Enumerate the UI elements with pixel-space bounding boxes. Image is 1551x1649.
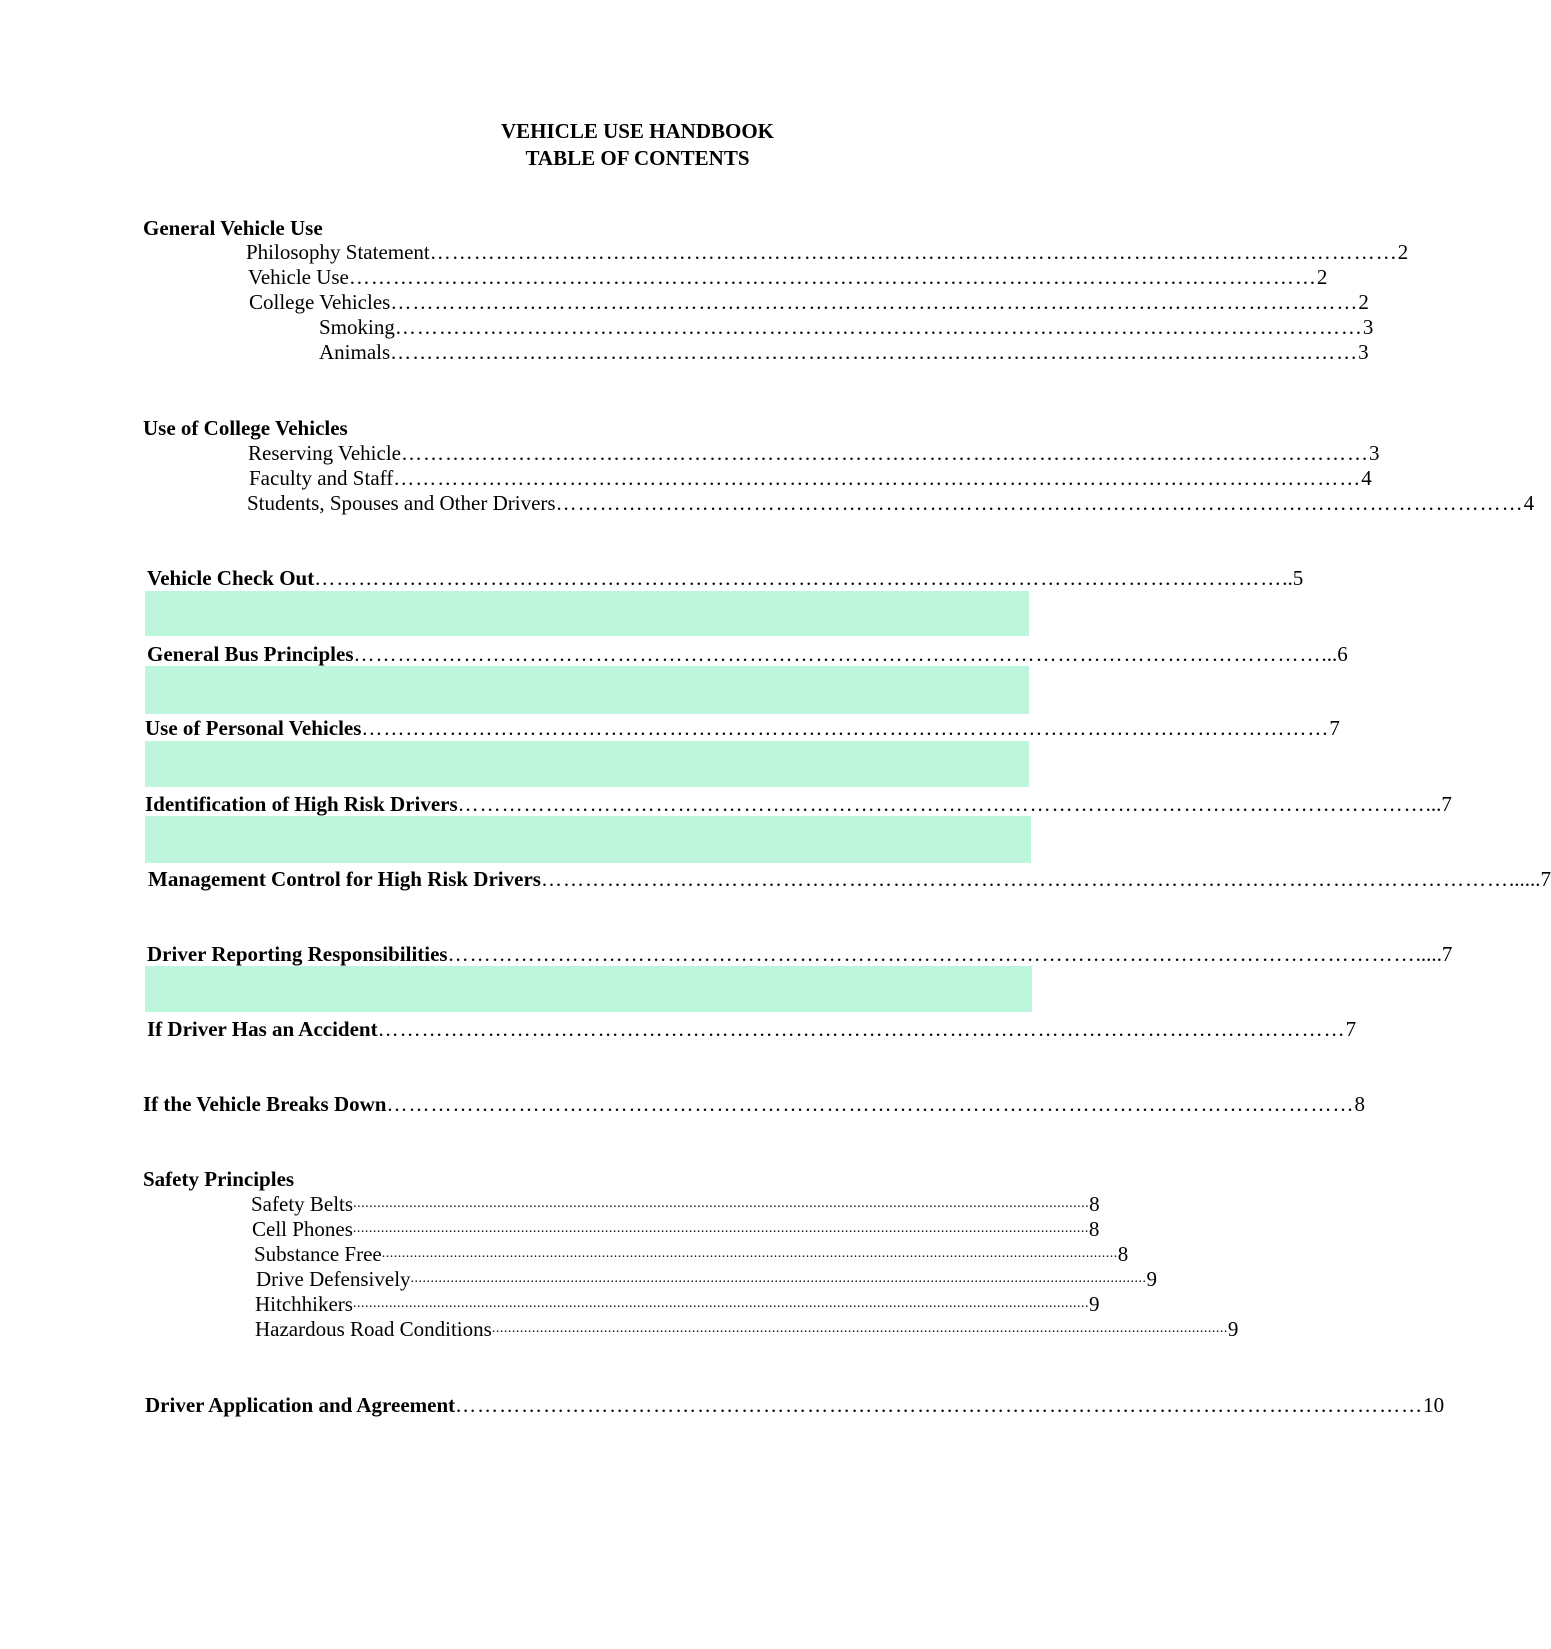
dot-leader: ........................................................................................................................................................................................ bbox=[491, 1321, 1228, 1336]
toc-page-number: 4 bbox=[1361, 466, 1372, 490]
toc-page-number: ......7 bbox=[1508, 867, 1551, 891]
toc-entry-label: Faculty and Staff bbox=[249, 466, 394, 490]
toc-entry[interactable] bbox=[145, 1393, 1445, 1417]
toc-entry-label: Drive Defensively bbox=[256, 1267, 411, 1291]
toc-entry-label: Vehicle Check Out bbox=[147, 566, 315, 590]
toc-page-number: 8 bbox=[1354, 1092, 1365, 1116]
dot-leader: ........................................................................................................................................................................................ bbox=[410, 1271, 1147, 1286]
dot-leader: …………………………………………………………………………………………………………………… bbox=[348, 265, 1317, 289]
dot-leader: …………………………………………………………………………………………………………………… bbox=[390, 340, 1359, 364]
highlight-band bbox=[145, 741, 1029, 787]
toc-entry[interactable] bbox=[147, 566, 1304, 590]
toc-entry[interactable] bbox=[246, 240, 1409, 264]
toc-page-number: 7 bbox=[1345, 1017, 1357, 1041]
dot-leader: …………………………………………………………………………………………………………………… bbox=[390, 290, 1359, 314]
section-heading-safety-principles: Safety Principles bbox=[143, 1167, 295, 1191]
section-heading-use-of-college-vehicles: Use of College Vehicles bbox=[143, 416, 348, 440]
dot-leader: ........................................................................................................................................................................................ bbox=[381, 1246, 1118, 1261]
toc-page-number: 4 bbox=[1523, 491, 1535, 515]
highlight-band bbox=[145, 966, 1032, 1012]
dot-leader: …………………………………………………………………………………………………………………… bbox=[540, 867, 1509, 891]
toc-entry[interactable] bbox=[255, 1317, 1239, 1341]
toc-page-number: 3 bbox=[1358, 340, 1369, 364]
toc-entry-label: Safety Belts bbox=[251, 1192, 354, 1216]
toc-entry[interactable] bbox=[249, 466, 1372, 490]
toc-entry[interactable] bbox=[249, 290, 1369, 314]
toc-entry[interactable] bbox=[147, 642, 1348, 666]
toc-entry[interactable] bbox=[256, 1267, 1158, 1291]
toc-entry[interactable] bbox=[145, 716, 1340, 740]
toc-entry[interactable] bbox=[143, 1092, 1365, 1116]
toc-page-number: 8 bbox=[1089, 1192, 1100, 1216]
toc-entry-label: Vehicle Use bbox=[248, 265, 349, 289]
toc-page-number: 2 bbox=[1316, 265, 1328, 289]
toc-entry-label: Hazardous Road Conditions bbox=[255, 1317, 492, 1341]
toc-entry-label: Driver Application and Agreement bbox=[145, 1393, 456, 1417]
dot-leader: …………………………………………………………………………………………………………………… bbox=[353, 642, 1322, 666]
toc-page-number: 10 bbox=[1423, 1393, 1445, 1417]
toc-page-number: 2 bbox=[1397, 240, 1409, 264]
toc-entry-label: Animals bbox=[319, 340, 391, 364]
toc-page-number: ...7 bbox=[1425, 792, 1452, 816]
highlight-band bbox=[145, 666, 1029, 714]
toc-entry[interactable] bbox=[247, 491, 1535, 515]
toc-page-number: 3 bbox=[1362, 315, 1374, 339]
toc-page-number: 9 bbox=[1088, 1292, 1100, 1316]
toc-entry-label: General Bus Principles bbox=[147, 642, 354, 666]
toc-page-number: ...6 bbox=[1321, 642, 1348, 666]
toc-entry[interactable] bbox=[148, 867, 1551, 891]
dot-leader: …………………………………………………………………………………………………………………… bbox=[314, 566, 1283, 590]
highlight-band bbox=[145, 591, 1029, 636]
dot-leader: ........................................................................................................................................................................................ bbox=[352, 1296, 1089, 1311]
toc-entry-label: Cell Phones bbox=[252, 1217, 353, 1241]
dot-leader: …………………………………………………………………………………………………………………… bbox=[429, 240, 1398, 264]
toc-page-number: 9 bbox=[1146, 1267, 1158, 1291]
toc-entry[interactable] bbox=[251, 1192, 1100, 1216]
toc-page-number: 7 bbox=[1329, 716, 1340, 740]
dot-leader: …………………………………………………………………………………………………………………… bbox=[386, 1092, 1355, 1116]
toc-entry[interactable] bbox=[145, 792, 1452, 816]
dot-leader: …………………………………………………………………………………………………………………… bbox=[394, 315, 1363, 339]
toc-page-number: 8 bbox=[1088, 1217, 1100, 1241]
toc-entry[interactable] bbox=[147, 942, 1453, 966]
toc-entry-label: Smoking bbox=[319, 315, 395, 339]
toc-entry[interactable] bbox=[248, 441, 1380, 465]
toc-entry-label: Hitchhikers bbox=[255, 1292, 353, 1316]
dot-leader: …………………………………………………………………………………………………………………… bbox=[555, 491, 1524, 515]
dot-leader: …………………………………………………………………………………………………………………… bbox=[393, 466, 1362, 490]
document-subtitle: TABLE OF CONTENTS bbox=[525, 146, 750, 170]
page-title bbox=[0, 118, 1275, 172]
toc-page-number: 2 bbox=[1358, 290, 1369, 314]
toc-page-number: 8 bbox=[1117, 1242, 1129, 1266]
toc-entry-label: Driver Reporting Responsibilities bbox=[147, 942, 448, 966]
toc-page-number: .....7 bbox=[1415, 942, 1453, 966]
dot-leader: …………………………………………………………………………………………………………………… bbox=[457, 792, 1426, 816]
highlight-band bbox=[145, 816, 1031, 863]
section-heading-general-vehicle-use: General Vehicle Use bbox=[143, 216, 323, 240]
toc-entry-label: If Driver Has an Accident bbox=[147, 1017, 378, 1041]
dot-leader: ........................................................................................................................................................................................ bbox=[352, 1221, 1089, 1236]
document-title: VEHICLE USE HANDBOOK bbox=[500, 119, 775, 143]
toc-entry[interactable] bbox=[147, 1017, 1357, 1041]
toc-entry-label: Substance Free bbox=[254, 1242, 382, 1266]
dot-leader: …………………………………………………………………………………………………………………… bbox=[377, 1017, 1346, 1041]
toc-entry-label: Identification of High Risk Drivers bbox=[145, 792, 458, 816]
toc-entry[interactable] bbox=[252, 1217, 1100, 1241]
dot-leader: …………………………………………………………………………………………………………………… bbox=[401, 441, 1369, 465]
toc-entry-label: Reserving Vehicle bbox=[248, 441, 401, 465]
toc-entry[interactable] bbox=[255, 1292, 1100, 1316]
toc-entry-label: Use of Personal Vehicles bbox=[145, 716, 362, 740]
toc-entry-label: If the Vehicle Breaks Down bbox=[143, 1092, 387, 1116]
toc-entry[interactable] bbox=[248, 265, 1328, 289]
dot-leader: …………………………………………………………………………………………………………………… bbox=[455, 1393, 1424, 1417]
toc-entry[interactable] bbox=[254, 1242, 1129, 1266]
toc-page-number: ..5 bbox=[1282, 566, 1304, 590]
toc-page-number: 9 bbox=[1227, 1317, 1239, 1341]
dot-leader: …………………………………………………………………………………………………………………… bbox=[361, 716, 1330, 740]
toc-entry-label: Students, Spouses and Other Drivers bbox=[247, 491, 556, 515]
toc-entry-label: Philosophy Statement bbox=[246, 240, 430, 264]
dot-leader: …………………………………………………………………………………………………………………… bbox=[447, 942, 1416, 966]
toc-entry[interactable] bbox=[319, 340, 1369, 364]
toc-page-number: 3 bbox=[1369, 441, 1380, 465]
toc-entry-label: Management Control for High Risk Drivers bbox=[148, 867, 541, 891]
toc-entry[interactable] bbox=[319, 315, 1374, 339]
toc-entry-label: College Vehicles bbox=[249, 290, 391, 314]
dot-leader: ........................................................................................................................................................................................ bbox=[353, 1196, 1090, 1211]
